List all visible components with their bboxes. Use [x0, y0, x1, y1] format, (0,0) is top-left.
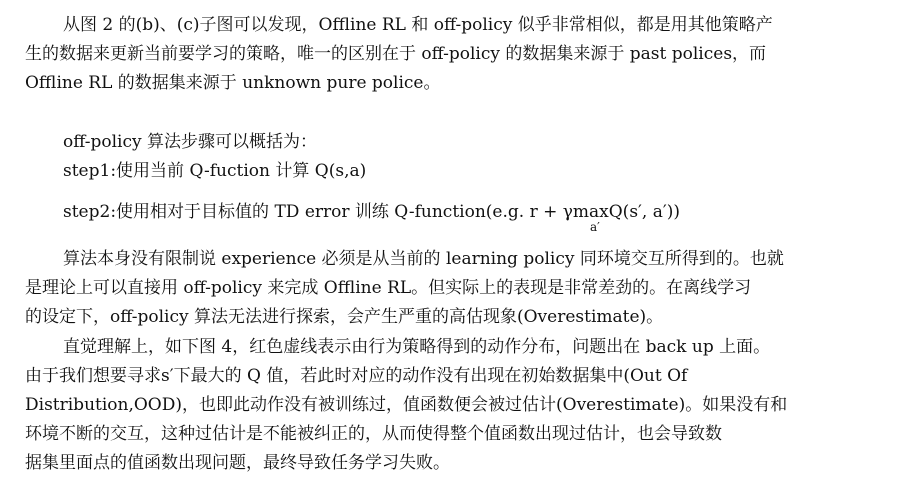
step-1: step1:使用当前 Q-fuction 计算 Q(s,a): [63, 161, 367, 181]
para3-line-5: 据集里面点的值函数出现问题，最终导致任务学习失败。: [25, 453, 450, 473]
step-2-formula: r + γmaxQ(s′, a′)): [529, 202, 680, 222]
step-2-formula-subscript: a′: [590, 220, 600, 234]
step-2: [63, 201, 680, 223]
steps-intro: off-policy 算法步骤可以概括为：: [63, 132, 317, 152]
para3-line-3: Distribution,OOD)，也即此动作没有被训练过，值函数便会被过估计(Overestimate)。如果没有和: [25, 395, 788, 415]
para1-line-3: Offline RL 的数据集来源于 unknown pure police。: [25, 73, 441, 93]
para3-line-2: 由于我们想要寻求s′下最大的 Q 值，若此时对应的动作没有出现在初始数据集中(Out Of: [25, 366, 688, 386]
para1-line-2: 生的数据来更新当前要学习的策略，唯一的区别在于 off-policy 的数据集来源于 past polices，而: [25, 44, 767, 64]
para2-line-3: 的设定下，off-policy 算法无法进行探索，会产生严重的高估现象(Overestimate)。: [25, 307, 664, 327]
para2-line-2: 是理论上可以直接用 off-policy 来完成 Offline RL。但实际上的表现是非常差劲的。在离线学习: [25, 278, 752, 298]
para3-line-1: 直觉理解上，如下图 4，红色虚线表示由行为策略得到的动作分布，问题出在 back up 上面。: [63, 337, 771, 357]
step-2-text: step2:使用相对于目标值的 TD error 训练 Q-function(e.g.: [63, 202, 530, 222]
para3-line-4: 环境不断的交互，这种过估计是不能被纠正的，从而使得整个值函数出现过估计，也会导致数: [25, 424, 722, 444]
para2-line-1: 算法本身没有限制说 experience 必须是从当前的 learning policy 同环境交互所得到的。也就: [63, 249, 784, 269]
para1-line-1: 从图 2 的(b)、(c)子图可以发现，Offline RL 和 off-policy 似乎非常相似，都是用其他策略产: [63, 15, 773, 35]
